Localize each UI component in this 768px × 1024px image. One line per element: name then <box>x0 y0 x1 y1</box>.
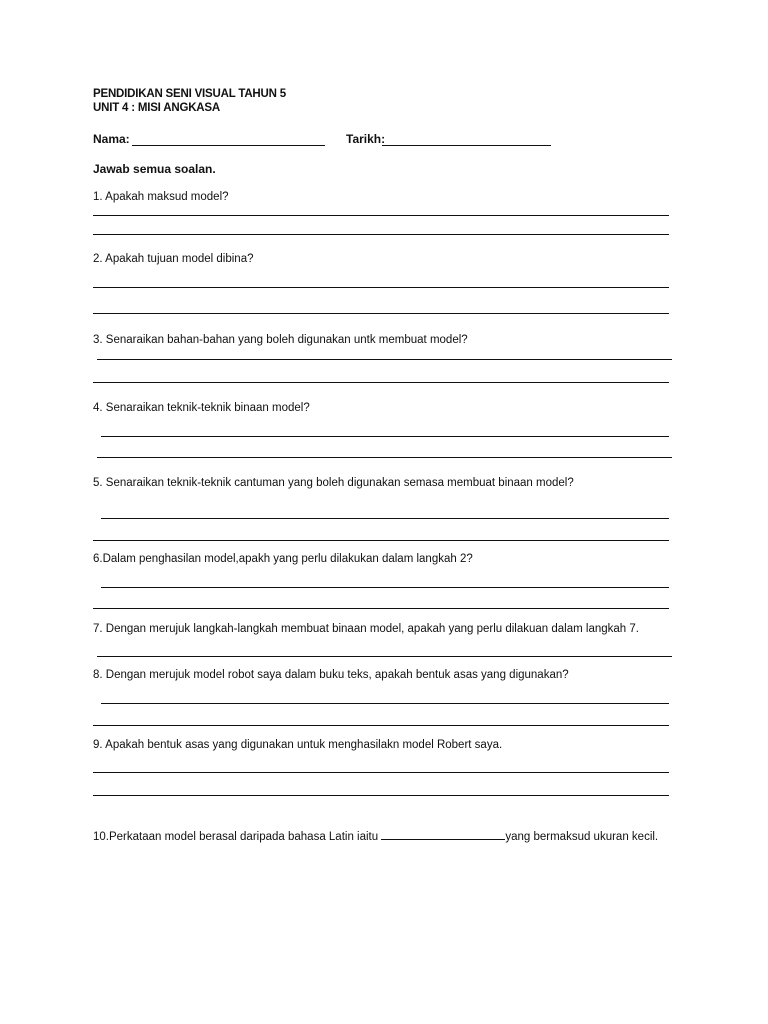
name-field[interactable] <box>132 145 325 146</box>
answer-line[interactable] <box>93 313 669 314</box>
question-8: 8. Dengan merujuk model robot saya dalam buku teks, apakah bentuk asas yang digunakan? <box>93 669 569 681</box>
instruction: Jawab semua soalan. <box>93 162 216 176</box>
answer-line[interactable] <box>93 608 669 609</box>
answer-line[interactable] <box>93 772 669 773</box>
answer-line[interactable] <box>93 215 669 216</box>
subject-title: PENDIDIKAN SENI VISUAL TAHUN 5 <box>93 88 286 100</box>
question-4: 4. Senaraikan teknik-teknik binaan model? <box>93 402 310 414</box>
answer-line[interactable] <box>93 795 669 796</box>
question-6: 6.Dalam penghasilan model,apakh yang perlu dilakukan dalam langkah 2? <box>93 553 473 565</box>
date-field[interactable] <box>382 145 551 146</box>
question-1: 1. Apakah maksud model? <box>93 191 229 203</box>
answer-line[interactable] <box>97 359 672 360</box>
answer-line[interactable] <box>97 457 672 458</box>
answer-line[interactable] <box>93 725 669 726</box>
answer-line[interactable] <box>93 382 669 383</box>
question-5: 5. Senaraikan teknik-teknik cantuman yang boleh digunakan semasa membuat binaan model? <box>93 477 574 489</box>
answer-line[interactable] <box>101 518 669 519</box>
question-2: 2. Apakah tujuan model dibina? <box>93 253 254 265</box>
question-10 <box>93 831 658 843</box>
question-9: 9. Apakah bentuk asas yang digunakan untuk menghasilakn model Robert saya. <box>93 739 503 751</box>
question-10-text: 10.Perkataan model berasal daripada bahasa Latin iaitu <box>93 831 382 843</box>
unit-title: UNIT 4 : MISI ANGKASA <box>93 102 220 114</box>
answer-line[interactable] <box>97 656 672 657</box>
answer-line[interactable] <box>93 287 669 288</box>
question-7: 7. Dengan merujuk langkah-langkah membuat binaan model, apakah yang perlu dilakuan dalam langkah 7. <box>93 623 639 635</box>
date-label: Tarikh: <box>346 132 386 146</box>
answer-line[interactable] <box>93 540 669 541</box>
answer-line[interactable] <box>101 436 669 437</box>
answer-line[interactable] <box>101 703 669 704</box>
question-10-blank[interactable] <box>381 839 505 840</box>
name-label: Nama: <box>93 132 130 146</box>
question-3: 3. Senaraikan bahan-bahan yang boleh digunakan untk membuat model? <box>93 334 468 346</box>
answer-line[interactable] <box>101 587 669 588</box>
question-10-ending: yang bermaksud ukuran kecil. <box>505 831 659 843</box>
answer-line[interactable] <box>93 234 669 235</box>
